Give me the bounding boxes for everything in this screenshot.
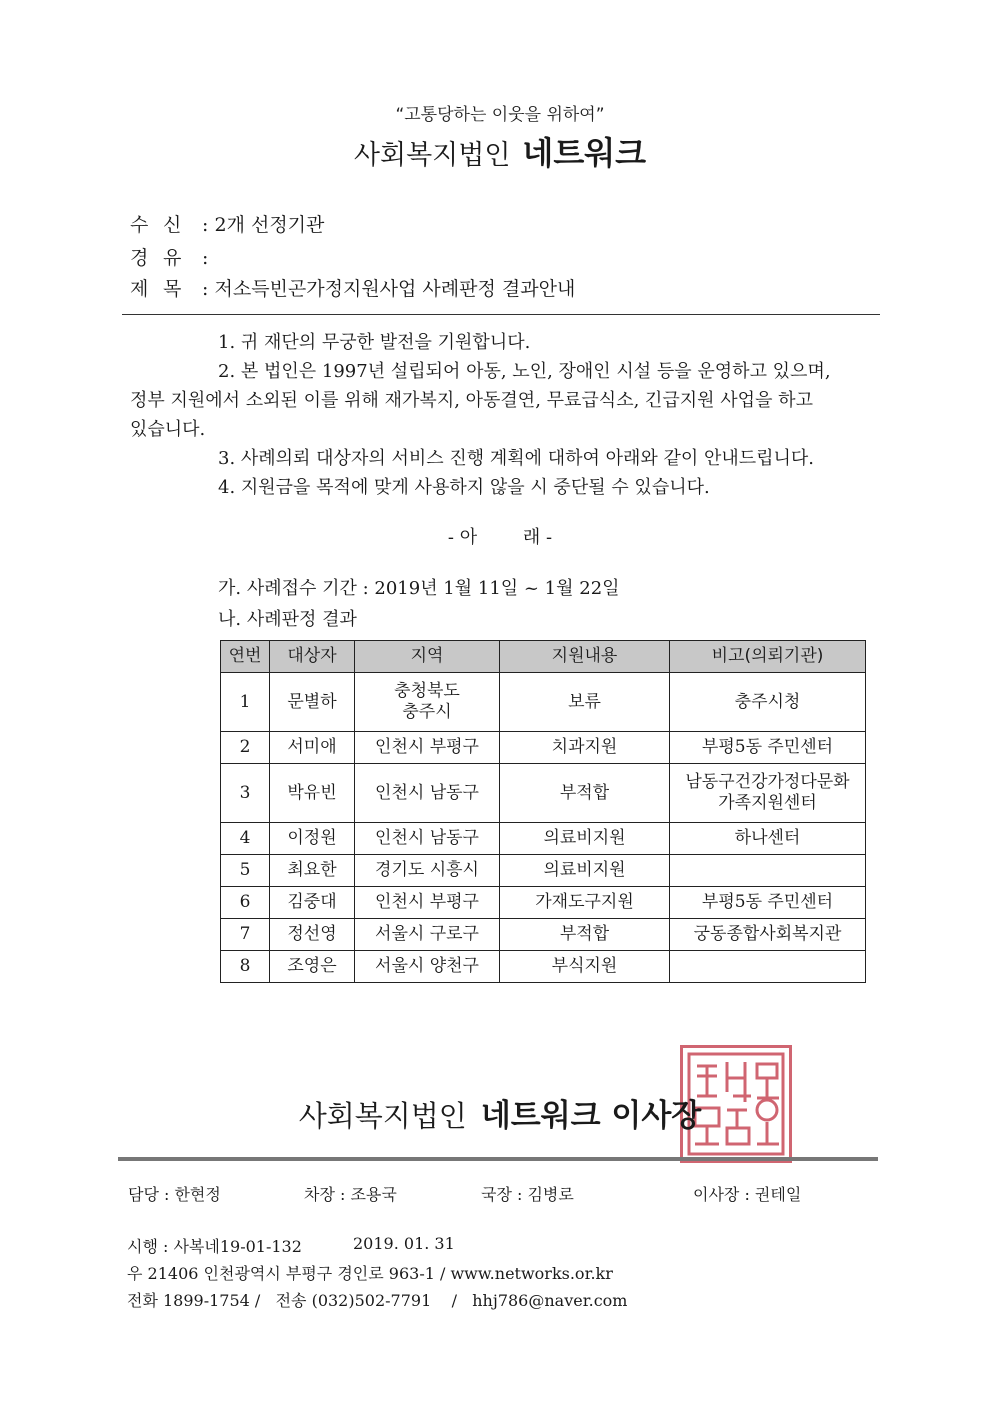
table-row [221, 887, 866, 919]
row-name: 서미애 [270, 732, 355, 764]
row-name: 문별하 [270, 673, 355, 732]
row-note [670, 764, 866, 823]
row-region: 경기도 시흥시 [355, 855, 500, 887]
results-table [220, 640, 866, 983]
footer-org-title: 네트워크 이사장 [480, 1098, 702, 1134]
header-note: 비고(의뢰기관) [670, 641, 866, 673]
paragraph-2-line-2: 정부 지원에서 소외된 이를 위해 재가복지, 아동결연, 무료급식소, 긴급지원 사업을 하고 [130, 390, 813, 411]
subject-row [130, 274, 575, 301]
via-label-2: 유 [163, 247, 182, 269]
via-label-1: 경 [130, 247, 149, 269]
row-region: 인천시 남동구 [355, 764, 500, 823]
row-support: 부적합 [500, 764, 670, 823]
via-value: : [202, 247, 209, 269]
paragraph-2-line-1: 2. 본 법인은 1997년 설립되어 아동, 노인, 장애인 시설 등을 운영하고 있으며, [218, 361, 831, 382]
row-region: 서울시 구로구 [355, 919, 500, 951]
recipient-label-1: 수 [130, 214, 149, 236]
row-no: 5 [221, 855, 270, 887]
row-note: 궁동종합사회복지관 [670, 919, 866, 951]
organization-heading [0, 128, 1000, 174]
row-support: 부적합 [500, 919, 670, 951]
row-region [355, 673, 500, 732]
footer-org-prefix: 사회복지법인 [298, 1099, 467, 1133]
motto: “고통당하는 이웃을 위하여” [395, 105, 605, 125]
row-note: 부평5동 주민센터 [670, 887, 866, 919]
address-line: 우 21406 인천광역시 부평구 경인로 963-1 / www.networks.or.kr [127, 1264, 613, 1283]
row-no: 4 [221, 823, 270, 855]
row-no: 1 [221, 673, 270, 732]
item-na: 나. 사례판정 결과 [218, 609, 357, 630]
paragraph-4: 4. 지원금을 목적에 맞게 사용하지 않을 시 중단될 수 있습니다. [218, 477, 710, 498]
paragraph-3: 3. 사례의뢰 대상자의 서비스 진행 계획에 대하여 아래와 같이 안내드립니다. [218, 448, 815, 469]
row-name: 조영은 [270, 951, 355, 983]
paragraph-2-line-3: 있습니다. [130, 419, 206, 440]
recipient-row [130, 210, 324, 237]
header-no: 연번 [221, 641, 270, 673]
table-row [221, 919, 866, 951]
row-region: 인천시 남동구 [355, 823, 500, 855]
row-name: 이정원 [270, 823, 355, 855]
table-row [221, 732, 866, 764]
row-name: 정선영 [270, 919, 355, 951]
staff-chairman: 이사장 : 권테일 [693, 1185, 802, 1204]
row-support: 부식지원 [500, 951, 670, 983]
staff-director: 국장 : 김병로 [481, 1185, 574, 1204]
org-prefix: 사회복지법인 [353, 140, 511, 171]
row-support: 가재도구지원 [500, 887, 670, 919]
row-note-line-2: 가족지원센터 [718, 793, 817, 813]
table-row [221, 673, 866, 732]
table-header-row [221, 641, 866, 673]
recipient-value: : 2개 선정기관 [202, 214, 325, 236]
header-region: 지역 [355, 641, 500, 673]
document-date: 2019. 01. 31 [353, 1234, 455, 1253]
row-region: 인천시 부평구 [355, 732, 500, 764]
org-name: 네트워크 [522, 134, 647, 172]
header-support: 지원내용 [500, 641, 670, 673]
below-heading: - 아 래 - [447, 527, 553, 548]
row-region: 서울시 양천구 [355, 951, 500, 983]
row-note [670, 855, 866, 887]
row-support: 보류 [500, 673, 670, 732]
document-number: 시행 : 사복네19-01-132 [127, 1237, 302, 1256]
via-row [130, 243, 208, 270]
paragraph-1: 1. 귀 재단의 무궁한 발전을 기원합니다. [218, 332, 531, 353]
row-name: 박유빈 [270, 764, 355, 823]
table-row [221, 764, 866, 823]
subject-label-1: 제 [130, 278, 149, 300]
row-no: 2 [221, 732, 270, 764]
row-no: 6 [221, 887, 270, 919]
recipient-label-2: 신 [163, 214, 182, 236]
row-note-line-1: 남동구건강가정다문화 [685, 772, 850, 792]
row-note: 부평5동 주민센터 [670, 732, 866, 764]
row-region-line-1: 충청북도 [394, 681, 460, 701]
row-region: 인천시 부평구 [355, 887, 500, 919]
row-name: 김중대 [270, 887, 355, 919]
row-no: 7 [221, 919, 270, 951]
signatory-title [0, 1090, 1000, 1135]
item-ga: 가. 사례접수 기간 : 2019년 1월 11일 ~ 1월 22일 [218, 578, 620, 599]
row-name: 최요한 [270, 855, 355, 887]
row-note [670, 951, 866, 983]
header-name: 대상자 [270, 641, 355, 673]
header-divider [122, 314, 880, 315]
row-note: 충주시청 [670, 673, 866, 732]
footer-divider [118, 1157, 878, 1161]
subject-value: : 저소득빈곤가정지원사업 사례판정 결과안내 [202, 278, 576, 300]
subject-label-2: 목 [163, 278, 182, 300]
row-no: 3 [221, 764, 270, 823]
table-row [221, 855, 866, 887]
row-note: 하나센터 [670, 823, 866, 855]
staff-deputy: 차장 : 조용국 [304, 1185, 397, 1204]
contact-line: 전화 1899-1754 / 전송 (032)502-7791 / hhj786@naver.com [127, 1291, 628, 1310]
row-support: 의료비지원 [500, 823, 670, 855]
row-no: 8 [221, 951, 270, 983]
row-region-line-2: 충주시 [402, 702, 452, 722]
table-row [221, 951, 866, 983]
staff-in-charge: 담당 : 한현정 [128, 1185, 221, 1204]
table-row [221, 823, 866, 855]
row-support: 치과지원 [500, 732, 670, 764]
row-support: 의료비지원 [500, 855, 670, 887]
